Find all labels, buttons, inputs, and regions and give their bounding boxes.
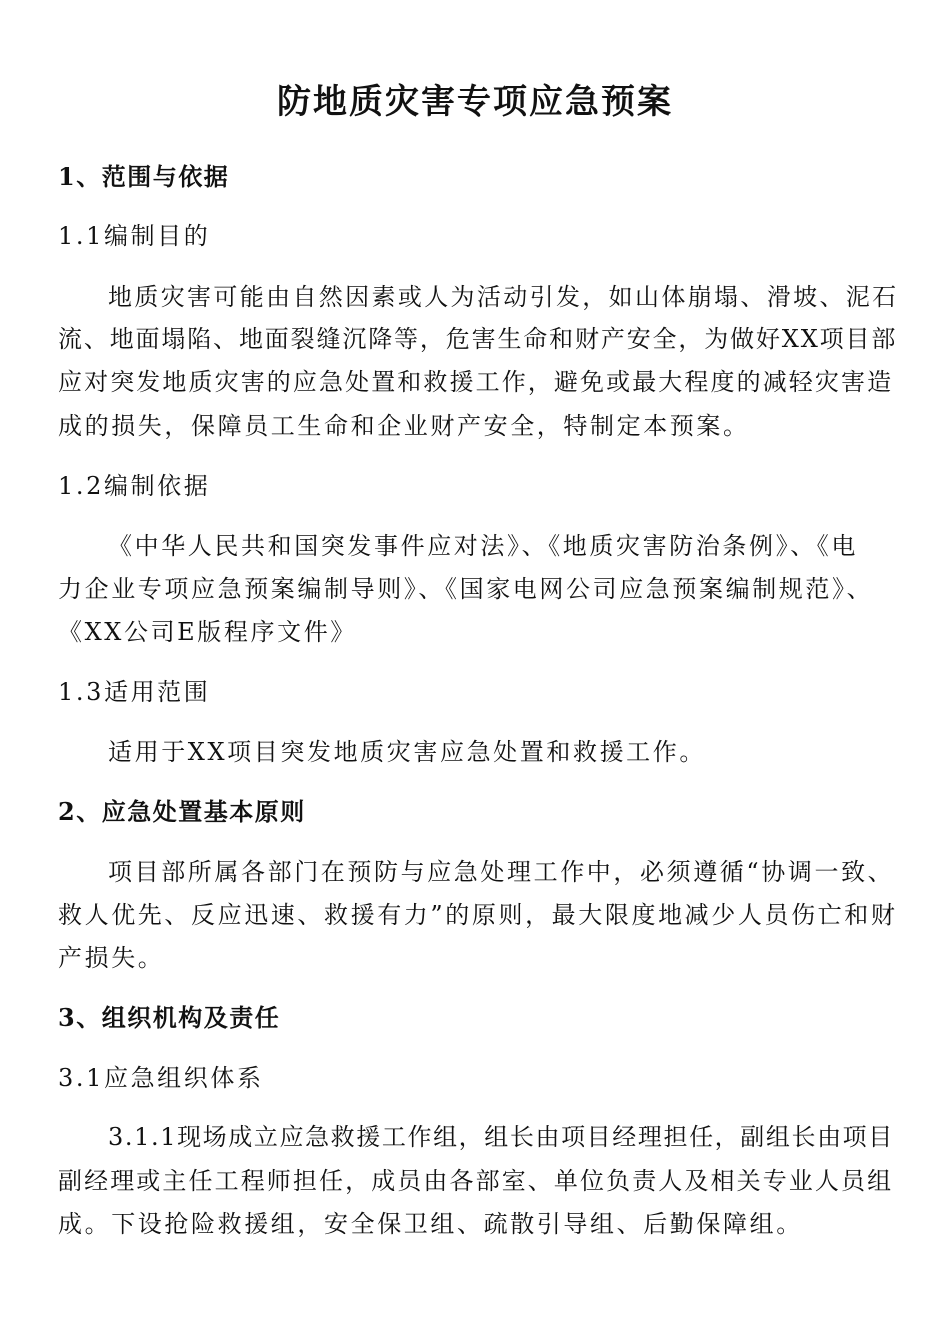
- paragraph-line: 应对突发地质灾害的应急处置和救援工作，避免或最大程度的减轻灾害造: [58, 368, 894, 396]
- subsection-heading-1-1: 1.1编制目的: [58, 222, 211, 250]
- document-title: 防地质灾害专项应急预案: [277, 82, 673, 122]
- subsection-heading-3-1: 3.1应急组织体系: [58, 1064, 264, 1092]
- paragraph-line: 救人优先、反应迅速、救援有力”的原则，最大限度地减少人员伤亡和财: [58, 901, 898, 929]
- subsection-heading-1-2: 1.2编制依据: [58, 472, 211, 500]
- section-heading-1: 1、范围与依据: [58, 162, 230, 191]
- paragraph-line: 产损失。: [58, 944, 165, 972]
- paragraph-line: 《XX公司E版程序文件》: [58, 618, 357, 646]
- paragraph-line: 适用于XX项目突发地质灾害应急处置和救援工作。: [108, 738, 706, 766]
- paragraph-line: 流、地面塌陷、地面裂缝沉降等，危害生命和财产安全，为做好XX项目部: [58, 325, 898, 353]
- subsection-heading-1-3: 1.3适用范围: [58, 678, 211, 706]
- paragraph-line: 成。下设抢险救援组，安全保卫组、疏散引导组、后勤保障组。: [58, 1210, 803, 1238]
- paragraph-line: 副经理或主任工程师担任，成员由各部室、单位负责人及相关专业人员组: [58, 1167, 894, 1195]
- paragraph-line: 《中华人民共和国突发事件应对法》、《地质灾害防治条例》、《电: [108, 532, 858, 560]
- paragraph-line: 项目部所属各部门在预防与应急处理工作中，必须遵循“协调一致、: [108, 858, 895, 886]
- paragraph-line: 地质灾害可能由自然因素或人为活动引发，如山体崩塌、滑坡、泥石: [108, 283, 899, 311]
- paragraph-line: 力企业专项应急预案编制导则》、《国家电网公司应急预案编制规范》、: [58, 575, 874, 603]
- section-heading-2: 2、应急处置基本原则: [58, 797, 306, 826]
- paragraph-line: 3.1.1现场成立应急救援工作组，组长由项目经理担任，副组长由项目: [108, 1123, 894, 1151]
- section-heading-3: 3、组织机构及责任: [58, 1003, 281, 1032]
- paragraph-line: 成的损失，保障员工生命和企业财产安全，特制定本预案。: [58, 412, 750, 440]
